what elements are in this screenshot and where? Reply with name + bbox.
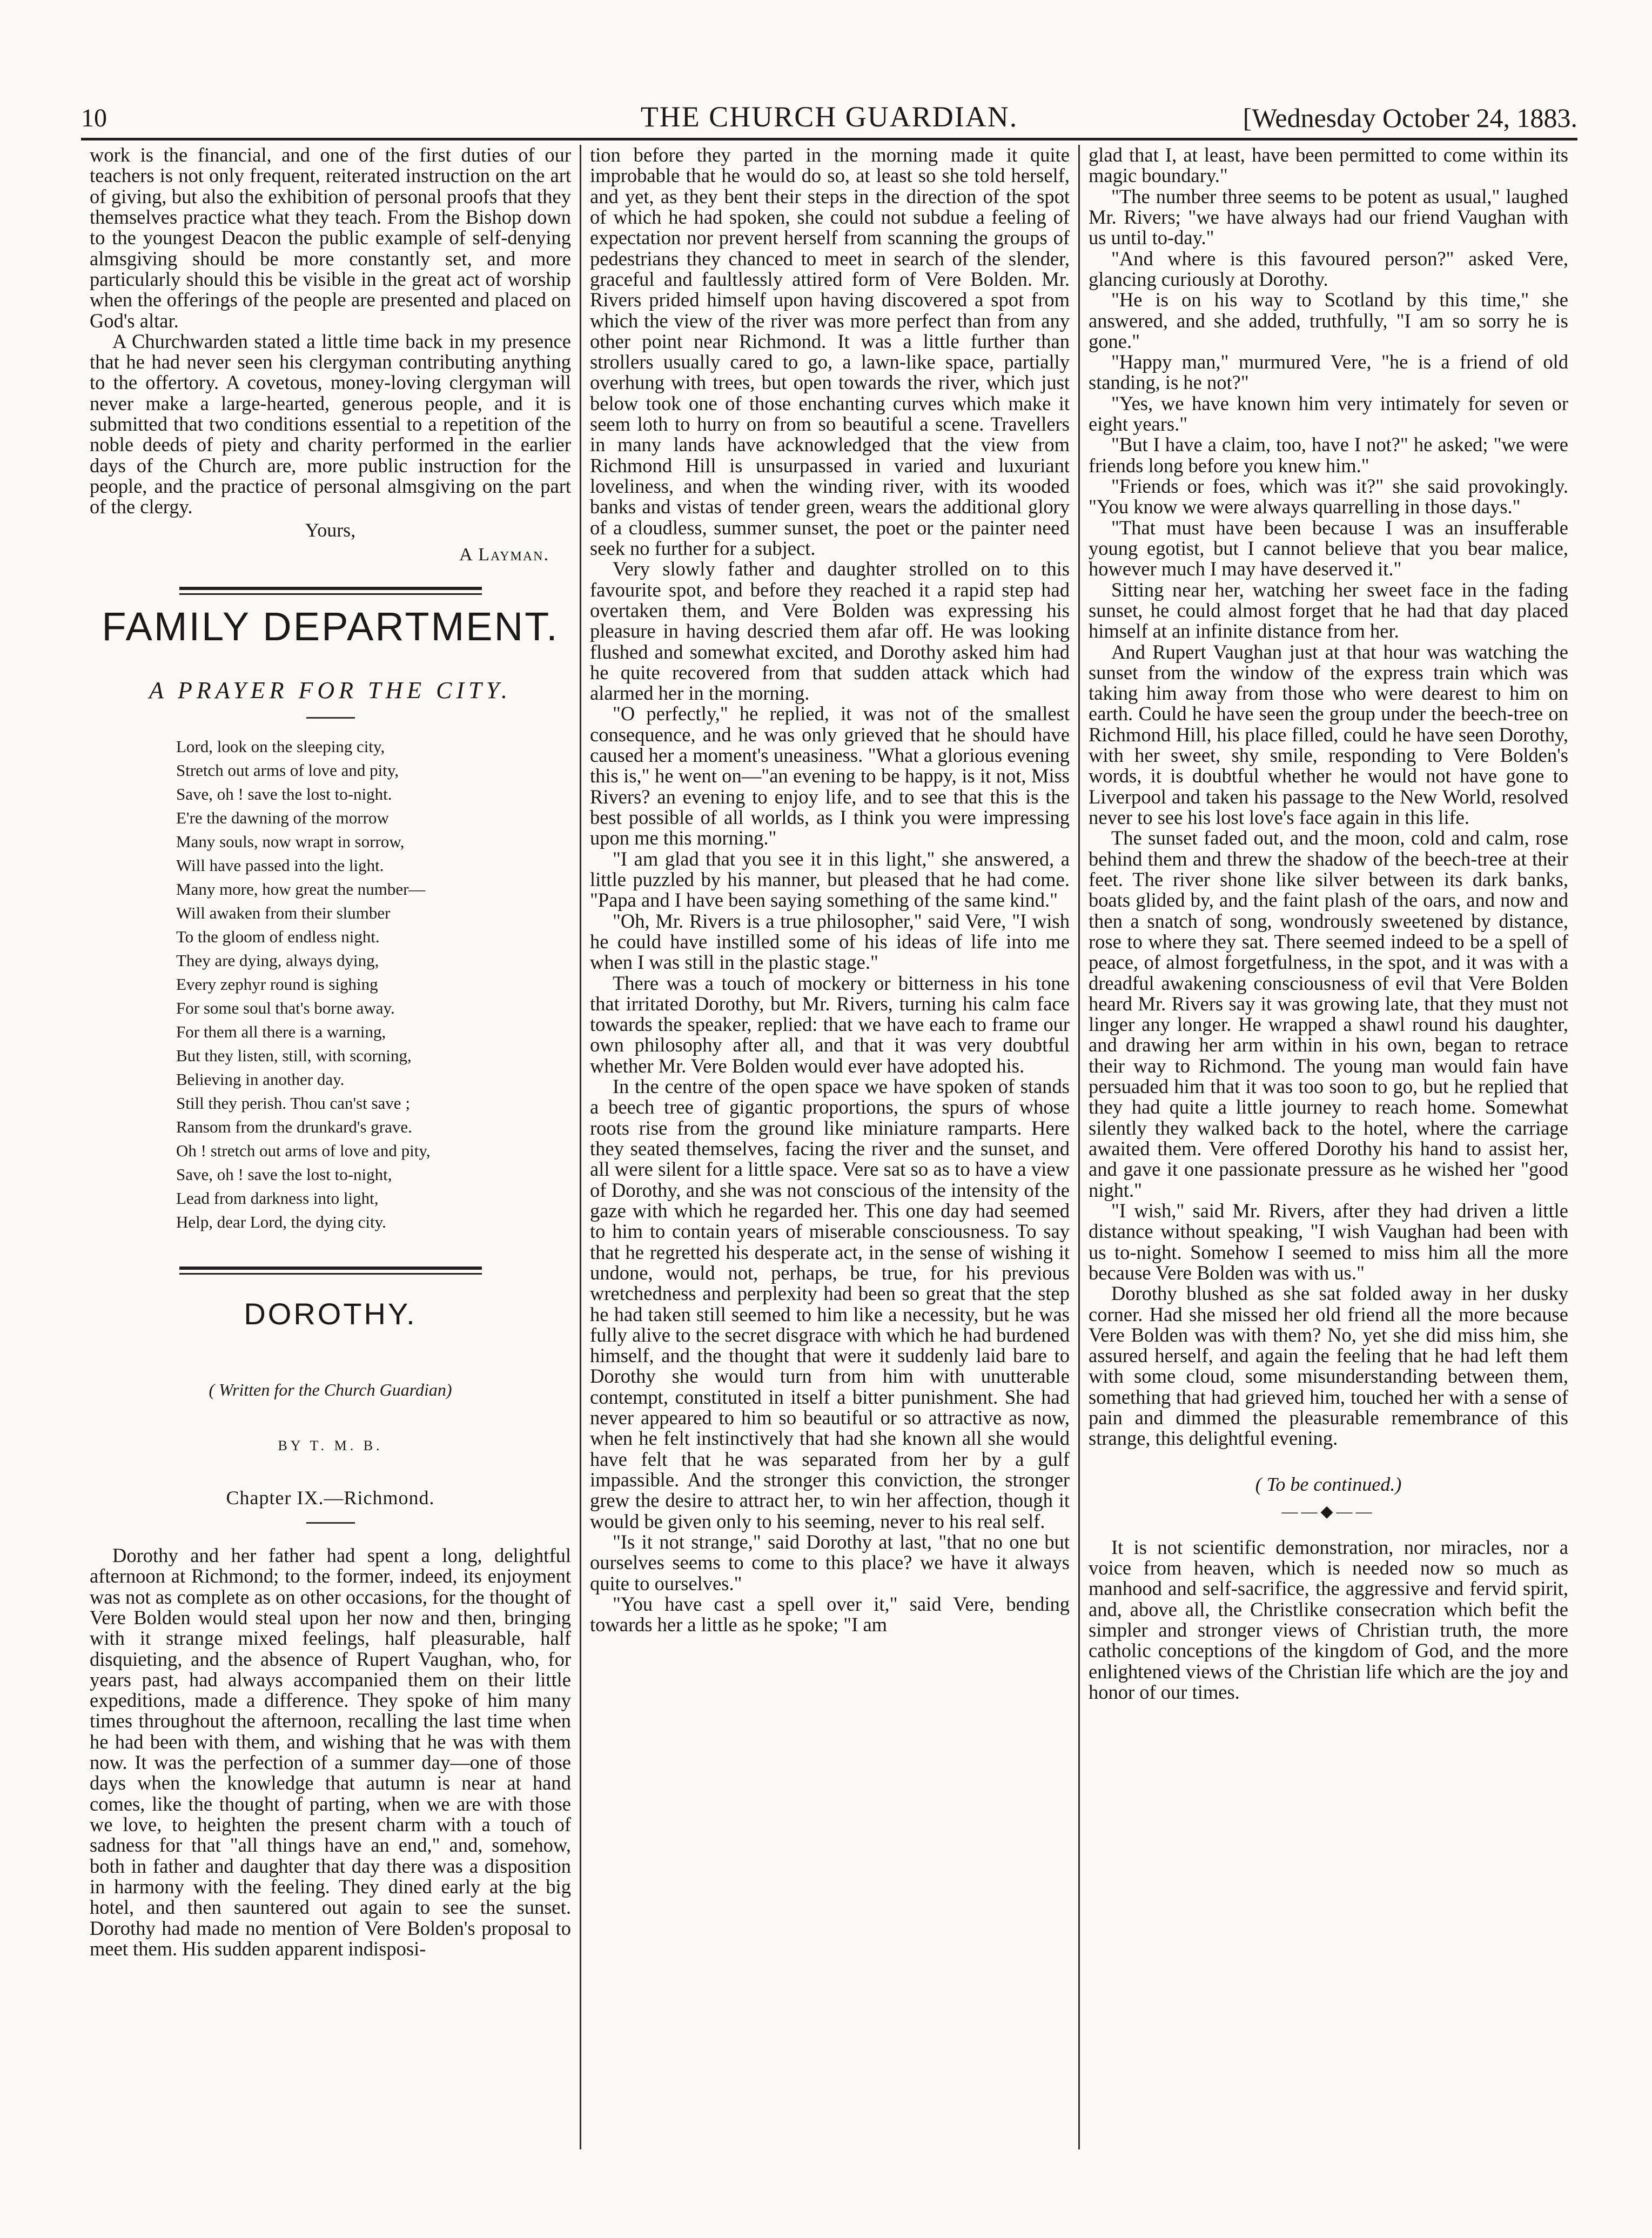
poem-line: Still they perish. Thou can'st save ; [176, 1093, 410, 1113]
poem-line: To the gloom of endless night. [176, 927, 380, 946]
short-divider [306, 717, 355, 719]
poem-line: Will have passed into the light. [176, 855, 384, 875]
story-paragraph: And Rupert Vaughan just at that hour was watching the sunset from the window of the express train which was taking him away from those who were dearest to him on earth. Could he have seen the group under the beech-tree on Richmond Hill, his place filled, could he have seen Dorothy, with her sweet, shy smile, responding to Vere Bolden's words, it is doubtful whether he would not have gone to Liverpool and taken his passage to the New World, resolved never to see his lost love's face again in this life. [1089, 640, 1568, 828]
column-middle [580, 145, 1078, 2149]
story-paragraph: "And where is this favoured person?" asked Vere, glancing curiously at Dorothy. [1089, 247, 1568, 290]
poem-title: A PRAYER FOR THE CITY. [149, 676, 512, 703]
story-paragraph: Dorothy and her father had spent a long, delightful afternoon at Richmond; to the former, indeed, its enjoyment was not as complete as on other occasions, for the thought of Vere Bolden would steal upon her now and then, bringing with it strange mixed feelings, half pleasurable, half disquieting, and the absence of Rupert Vaughan, who, for years past, had always accompanied them on their little expeditions, made a difference. They spoke of him many times throughout the afternoon, recalling the last time when he had been with them, and wishing that he was with them now. It was the perfection of a summer day—one of those days when the knowledge that autumn is near at hand comes, like the thought of parting, when we are with those we love, to heighten the present charm with a touch of sadness for that "all things have an end," and, somehow, both in father and daughter that day there was a disposition in harmony with the feeling. They dined early at the big hotel, and then sauntered out again to see the sunset. Dorothy had made no mention of Vere Bolden's proposal to meet them. His sudden apparent indisposi- [90, 1544, 571, 1960]
letter-closing: Yours, [305, 519, 356, 541]
story-paragraph: "I wish," said Mr. Rivers, after they had driven a little distance without speaking, "I wish Vaughan had been with us to-night. Somehow I seemed to miss him all the more because Vere Bolden was with us." [1089, 1199, 1568, 1284]
poem-line: Many souls, now wrapt in sorrow, [176, 832, 405, 851]
closing-paragraph: It is not scientific demonstration, nor miracles, nor a voice from heaven, which is needed now so much as manhood and self-sacrifice, the aggressive and fervid spirit, and, above all, the Christlike consecration which befit the simpler and stronger views of Christian truth, the more catholic conceptions of the kingdom of God, and the more enlightened views of the Christian life which are the joy and honor of our times. [1089, 1536, 1568, 1703]
poem-line: Save, oh ! save the lost to-night, [176, 1164, 392, 1184]
story-paragraph: "The number three seems to be potent as usual," laughed Mr. Rivers; "we have always had our friend Vaughan with us until to-day." [1089, 185, 1568, 249]
poem-line: Ransom from the drunkard's grave. [176, 1117, 412, 1136]
chapter-heading: Chapter IX.—Richmond. [226, 1486, 435, 1509]
story-title: DOROTHY. [244, 1296, 417, 1331]
story-paragraph: "O perfectly," he replied, it was not of the smallest consequence, and he was only grieved that he should have caused her a moment's uneasiness. "What a glorious evening this is," he went on—"an evening to be happy, is it not, Miss Rivers? an evening to enjoy life, and to see that this is the best possible of all worlds, as I think you were impressing upon me this morning." [590, 702, 1070, 849]
story-paragraph: "Happy man," murmured Vere, "he is a friend of old standing, is he not?" [1089, 351, 1568, 394]
poem-line: They are dying, always dying, [176, 950, 379, 970]
letter-signature: A Layman. [459, 544, 549, 565]
poem-line: Every zephyr round is sighing [176, 974, 378, 994]
poem-line: Oh ! stretch out arms of love and pity, [176, 1141, 431, 1160]
poem-line: Save, oh ! save the lost to-night. [176, 784, 392, 803]
story-paragraph: "You have cast a spell over it," said Vere, bending towards her a little as he spoke; "I am [590, 1592, 1070, 1636]
newspaper-title: THE CHURCH GUARDIAN. [640, 100, 1018, 133]
story-paragraph: "I am glad that you see it in this light," she answered, a little puzzled by his manner, but pleased that he had come. "Papa and I have been saying something of the same kind." [590, 847, 1070, 912]
story-paragraph: "Friends or foes, which was it?" she said provokingly. "You know we were always quarrelling in those days." [1089, 475, 1568, 518]
story-paragraph: "But I have a claim, too, have I not?" he asked; "we were friends long before you knew him." [1089, 433, 1568, 477]
story-paragraph: glad that I, at least, have been permitted to come within its magic boundary." [1089, 145, 1568, 187]
story-paragraph: The sunset faded out, and the moon, cold and calm, rose behind them and threw the shadow of the beech-tree at their feet. The river shone like silver between its dark banks, boats glided by, and the faint plash of the oars, and now and then a snatch of song, wondrously sweetened by distance, rose to where they sat. There seemed indeed to be a spell of peace, of almost forgetfulness, in the spot, and it was with a dreadful awakening consciousness of evil that Vere Bolden heard Mr. Rivers say it was growing late, that they must not linger any longer. He wrapped a shawl round his daughter, and drawing her arm within in his own, began to retrace their way to Richmond. The young man would fain have persuaded him that it was too soon to go, but he replied that they had quite a little journey to reach home. Somewhat silently they walked back to the hotel, where the carriage awaited them. Vere offered Dorothy his hand to assist her, and gave it one passionate pressure as he wished her "good night." [1089, 827, 1568, 1201]
story-paragraph: Very slowly father and daughter strolled on to this favourite spot, and before they reached it a rapid step had overtaken them, and Vere Bolden was expressing his pleasure in having descried them afar off. He was looking flushed and somewhat excited, and Dorothy asked him had he quite recovered from that sudden attack which had alarmed her in the morning. [590, 558, 1070, 705]
poem-body [176, 735, 571, 1234]
poem-line: Lead from darkness into light, [176, 1188, 379, 1208]
column-left [81, 145, 580, 2149]
story-paragraph: "He is on his way to Scotland by this time," she answered, and she added, truthfully, "I am so sorry he is gone." [1089, 289, 1568, 352]
department-title: FAMILY DEPARTMENT. [102, 604, 559, 649]
issue-date: [Wednesday October 24, 1883. [1243, 103, 1577, 133]
poem-line: Will awaken from their slumber [176, 903, 391, 922]
column-right [1078, 145, 1577, 2149]
column-right-text [1089, 145, 1568, 1449]
poem-line: Lord, look on the sleeping city, [176, 736, 385, 756]
page-columns [81, 145, 1577, 2149]
page-number: 10 [81, 104, 107, 132]
page-header [81, 100, 1577, 140]
poem-line: But they listen, still, with scorning, [176, 1046, 412, 1065]
poem-line: Many more, how great the number— [176, 879, 426, 899]
poem-line: Stretch out arms of love and pity, [176, 760, 399, 780]
story-paragraph: There was a touch of mockery or bitterness in his tone that irritated Dorothy, but Mr. Rivers, turning his calm face towards the speaker, replied: that we have each to frame our own philosophy after all, and that it was very doubtful whether Mr. Vere Bolden would ever have adopted his. [590, 971, 1070, 1077]
story-paragraph: Dorothy blushed as she sat folded away in her dusky corner. Had she missed her old friend all the more because Vere Bolden was with them? No, yet she did miss him, she assured herself, and again the feeling that he had left them with some cloud, some misunderstanding between them, something that had grieved him, touched her with a sense of pain and dimmed the pleasurable remembrance of this strange, this delightful evening. [1089, 1282, 1568, 1450]
story-paragraph: tion before they parted in the morning made it quite improbable that he would do so, at least so she told herself, and yet, as they bent their steps in the direction of the spot of which he had spoken, she could not subdue a feeling of expectation nor prevent herself from scanning the groups of pedestrians they chanced to meet in search of the slender, graceful and faultlessly attired form of Vere Bolden. Mr. Rivers prided himself upon having discovered a spot from which the view of the river was more perfect than from any other point near Richmond. It was a little further than strollers usually cared to go, a lawn-like space, partially overhung with trees, but open towards the river, which just below took one of those enchanting curves which make it seem loth to hurry on from so beautiful a scene. Travellers in many lands have acknowledged that the view from Richmond Hill is unsurpassed in varied and luxuriant loveliness, and when the winding river, with its wooded banks and vistas of tender green, wears the additional glory of a cloudless, summer sunset, the poet or the painter need seek no further for a subject. [590, 145, 1070, 559]
section-divider [179, 587, 482, 595]
story-paragraph: In the centre of the open space we have spoken of stands a beech tree of gigantic proportions, the spurs of whose roots rise from the ground like miniature ramparts. Here they seated themselves, facing the river and the sunset, and all were silent for a little space. Vere sat so as to have a view of Dorothy, and she was not conscious of the intensity of the gaze with which he regarded her. This one day had seemed to him to contain years of miserable consciousness. To say that he regretted his desperate act, in the sense of wishing it undone, would not, perhaps, be true, for his previous wretchedness and perplexity had been so great that the step he had taken still seemed to him like a necessity, but he was fully alive to the secret disgrace with which he had burdened himself, and the thought that were it suddenly laid bare to Dorothy she would turn from him with unutterable contempt, constituted in itself a bitter punishment. She had never appeared to him so beautiful or so attractive as now, when he felt instinctively that had she known all she would have felt that he was separated from her by a gulf impassible. And the stronger this conviction, the stronger grew the desire to attract her, to win her affection, though it would be given only to his seeming, never to his real self. [590, 1075, 1070, 1532]
poem-line: Believing in another day. [176, 1069, 345, 1089]
to-be-continued: ( To be continued.) [1255, 1473, 1402, 1495]
poem-line: For some soul that's borne away. [176, 998, 395, 1017]
story-paragraph: "Yes, we have known him very intimately for seven or eight years." [1089, 392, 1568, 435]
short-divider [306, 1522, 355, 1524]
letter-paragraph: work is the financial, and one of the first duties of our teachers is not only frequent, reiterated instruction on the art of giving, but also the exhibition of personal proofs that they themselves practice what they teach. From the Bishop down to the youngest Deacon the public example of self-denying almsgiving should be more constantly set, and more particularly should this be visible in the great act of worship when the offerings of the people are presented and placed on God's altar. [90, 145, 571, 332]
poem-line: Help, dear Lord, the dying city. [176, 1212, 386, 1231]
story-paragraph: "That must have been because I was an insufferable young egotist, but I cannot believe that you bear malice, however much I may have deserved it." [1089, 516, 1568, 580]
poem-line: E're the dawning of the morrow [176, 808, 389, 827]
ornament-divider: ——◆—— [1281, 1502, 1375, 1520]
story-paragraph: "Oh, Mr. Rivers is a true philosopher," said Vere, "I wish he could have instilled some of his ideas of life into me when I was still in the plastic stage." [590, 909, 1070, 974]
story-paragraph: Sitting near her, watching her sweet face in the fading sunset, he could almost forget that he had that day placed himself at an infinite distance from her. [1089, 578, 1568, 642]
letter-paragraph: A Churchwarden stated a little time back in my presence that he had never seen his clergyman contributing anything to the offertory. A covetous, money-loving clergyman will never make a large-hearted, generous people, and it is submitted that two conditions essential to a repetition of the noble deeds of piety and charity performed in the earlier days of the Church are, more public instruction for the people, and the practice of personal almsgiving on the part of the clergy. [90, 330, 571, 518]
poem-line: For them all there is a warning, [176, 1022, 386, 1041]
story-credit: ( Written for the Church Guardian) [209, 1379, 452, 1399]
story-paragraph: "Is it not strange," said Dorothy at last, "that no one but ourselves seems to come to this place? we have it always quite to ourselves." [590, 1530, 1070, 1594]
story-byline: BY T. M. B. [278, 1437, 383, 1453]
section-divider [179, 1267, 482, 1275]
